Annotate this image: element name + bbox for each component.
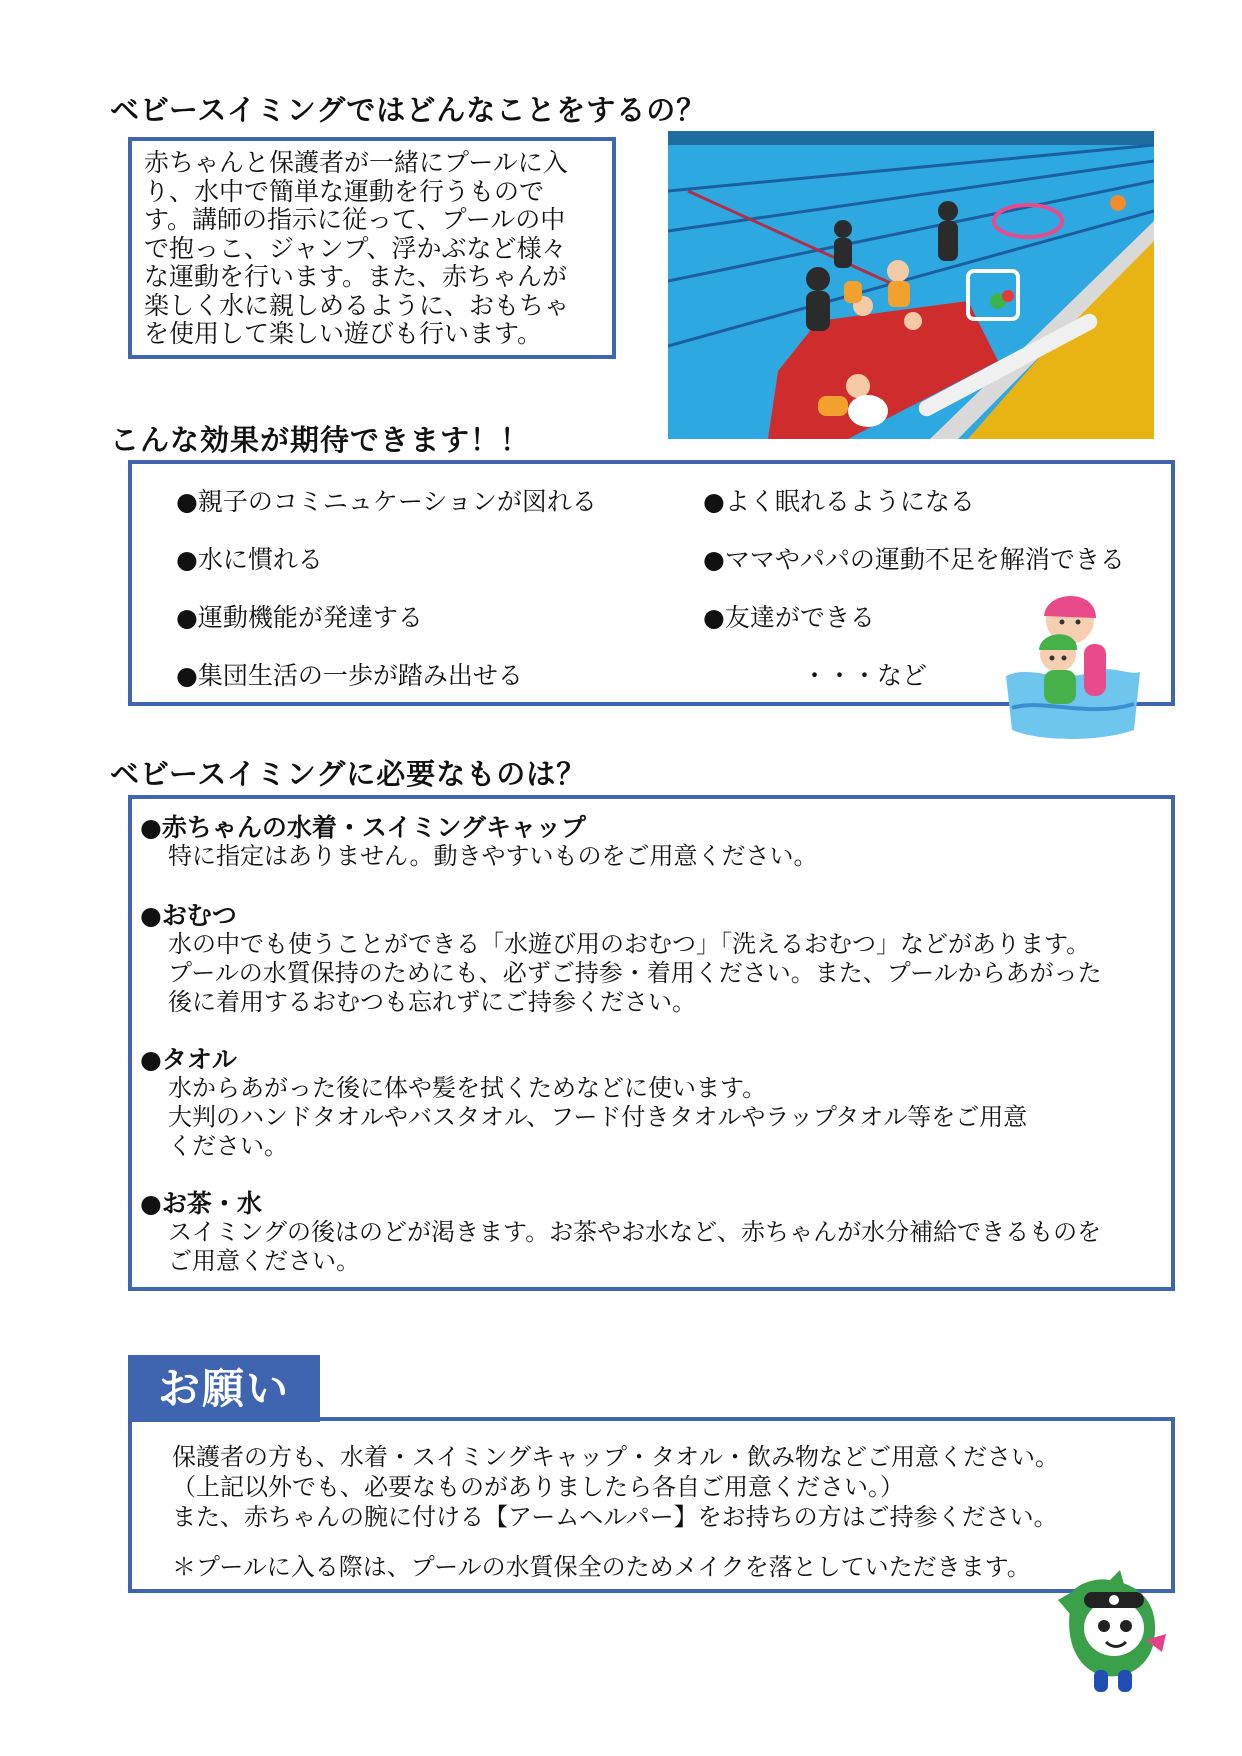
effect-item: ●よく眠れるようになる xyxy=(703,487,975,516)
needs-heading: ベビースイミングに必要なものは？ xyxy=(110,757,587,791)
intro-text: 赤ちゃんと保護者が一緒にプールに入 り、水中で簡単な運動を行うもので す。講師の指示に従って、プールの中 で抱っこ、ジャンプ、浮かぶなど様々 な運動を行います。また、赤ちゃんが 楽しく水に親しめるように、おもちゃ を使用して楽しい遊びも行います。 xyxy=(144,148,570,348)
needs-line: 後に着用するおむつも忘れずにご持参ください。 xyxy=(168,988,696,1016)
request-line: ＊プールに入る際は、プールの水質保全のためメイクを落としていただきます。 xyxy=(172,1553,1031,1581)
effects-heading: こんな効果が期待できます！！ xyxy=(110,423,531,457)
effect-item: ●友達ができる xyxy=(703,603,875,632)
effect-item: ●ママやパパの運動不足を解消できる xyxy=(703,545,1125,574)
needs-line: 大判のハンドタオルやバスタオル、フード付きタオルやラップタオル等をご用意 xyxy=(168,1103,1028,1131)
needs-title: ●お茶・水 xyxy=(140,1189,262,1218)
mascot-illustration xyxy=(1050,1570,1170,1700)
request-title: お願い xyxy=(128,1355,320,1422)
needs-title: ●タオル xyxy=(140,1045,237,1074)
request-line: 保護者の方も、水着・スイミングキャップ・タオル・飲み物などご用意ください。 xyxy=(172,1443,1060,1471)
effect-item: ●水に慣れる xyxy=(176,545,323,574)
intro-box xyxy=(128,137,616,359)
pool-photo xyxy=(668,131,1154,439)
swimming-parent-child-illustration xyxy=(1000,580,1145,740)
needs-line: 水からあがった後に体や髪を拭くためなどに使います。 xyxy=(168,1074,767,1102)
needs-title: ●赤ちゃんの水着・スイミングキャップ xyxy=(140,813,586,842)
needs-line: プールの水質保持のためにも、必ずご持参・着用ください。また、プールからあがった xyxy=(168,959,1102,987)
needs-line: 水の中でも使うことができる「水遊び用のおむつ」「洗えるおむつ」などがあります。 xyxy=(168,930,1091,958)
request-line: （上記以外でも、必要なものがありましたら各自ご用意ください。） xyxy=(172,1473,904,1501)
needs-group-swimwear xyxy=(140,813,817,871)
needs-line: ください。 xyxy=(168,1132,288,1160)
needs-group-towel xyxy=(140,1045,1027,1161)
request-line: また、赤ちゃんの腕に付ける【アームヘルパー】をお持ちの方はご持参ください。 xyxy=(172,1503,1058,1531)
needs-group-diaper xyxy=(140,901,1102,1017)
effect-item: ●集団生活の一歩が踏み出せる xyxy=(176,661,523,690)
needs-line: ご用意ください。 xyxy=(168,1247,360,1275)
needs-line: スイミングの後はのどが渇きます。お茶やお水など、赤ちゃんが水分補給できるものを xyxy=(168,1218,1102,1246)
effect-item: ・・・など xyxy=(802,661,928,690)
needs-group-drink xyxy=(140,1189,1101,1276)
needs-box xyxy=(128,795,1175,1291)
effect-item: ●親子のコミニュケーションが図れる xyxy=(176,487,597,516)
request-box xyxy=(128,1417,1175,1593)
intro-heading: ベビースイミングではどんなことをするの？ xyxy=(110,93,707,127)
needs-title: ●おむつ xyxy=(140,901,237,930)
effect-item: ●運動機能が発達する xyxy=(176,603,423,632)
needs-line: 特に指定はありません。動きやすいものをご用意ください。 xyxy=(168,842,818,870)
